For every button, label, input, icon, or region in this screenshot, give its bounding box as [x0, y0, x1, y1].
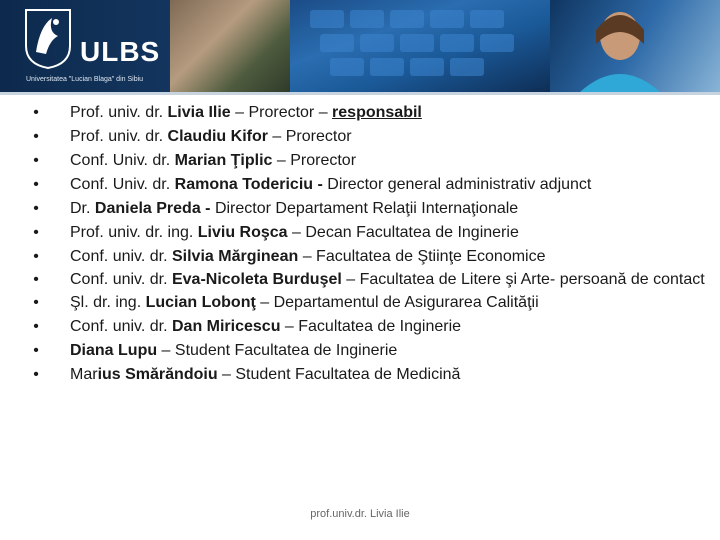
list-item — [30, 271, 710, 288]
person-title: Conf. univ. dr. — [70, 271, 172, 288]
bullet-icon: • — [33, 271, 39, 288]
person-name: Marian Ţiplic — [174, 152, 273, 169]
person-name: Dan Miricescu — [171, 318, 281, 335]
person-role: – Student Facultatea de Inginerie — [157, 342, 398, 359]
person-name: Eva-Nicoleta Burduşel — [171, 271, 342, 288]
person-role: – Prorector – — [230, 104, 333, 121]
list-item — [30, 365, 710, 384]
keyboard-photo — [290, 0, 550, 92]
person-role: – Departamentul de Asigurarea Calităţii — [255, 294, 539, 311]
header-banner — [0, 0, 720, 92]
bullet-icon: • — [33, 176, 39, 193]
person-title: Dr. — [70, 200, 95, 217]
participant-list-section — [30, 103, 710, 389]
footer-author: prof.univ.dr. Livia Ilie — [310, 508, 410, 520]
list-item — [30, 341, 710, 360]
responsible-label: responsabil — [332, 104, 422, 121]
person-title: Conf. Univ. dr. — [70, 176, 175, 193]
list-item — [30, 317, 710, 336]
bullet-icon: • — [33, 152, 39, 169]
ulbs-crest-icon — [22, 6, 74, 70]
person-name: Ramona Todericiu - — [174, 176, 323, 193]
participant-list — [30, 103, 710, 384]
person-title: Şl. dr. ing. — [70, 294, 146, 311]
person-name: Daniela Preda - — [94, 200, 211, 217]
person-title: Conf. univ. dr. — [70, 318, 172, 335]
person-title: Conf. univ. dr. — [70, 248, 172, 265]
logo-subtitle: Universitatea "Lucian Blaga" din Sibiu — [26, 76, 144, 83]
list-item — [30, 127, 710, 146]
person-role: – Prorector — [272, 152, 357, 169]
person-role: Director Departament Relaţii Internaţionale — [210, 200, 519, 217]
bullet-icon: • — [33, 342, 39, 359]
person-name: Silvia Mărginean — [171, 248, 299, 265]
person-role: – Facultatea de Ştiinţe Economice — [298, 248, 546, 265]
person-role: – Student Facultatea de Medicină — [217, 366, 461, 383]
list-item — [30, 247, 710, 266]
person-role: Director general administrativ adjunct — [322, 176, 592, 193]
list-item — [30, 151, 710, 170]
person-role: – Prorector — [267, 128, 352, 145]
person-title: Prof. univ. dr. — [70, 128, 168, 145]
bullet-icon: • — [33, 224, 39, 241]
person-title: Prof. univ. dr. — [70, 104, 168, 121]
logo-text: ULBS — [80, 36, 161, 67]
list-item — [30, 223, 710, 242]
keyboard-keys-graphic — [290, 0, 550, 92]
bullet-icon: • — [33, 294, 39, 311]
person-name: Lucian Lobonţ — [145, 294, 256, 311]
bullet-icon: • — [33, 318, 39, 335]
person-name: ius Smărăndoiu — [97, 366, 218, 383]
person-name: Livia Ilie — [167, 104, 231, 121]
bullet-icon: • — [33, 248, 39, 265]
bullet-icon: • — [33, 200, 39, 217]
list-item — [30, 175, 710, 194]
person-role: – Decan Facultatea de Inginerie — [287, 224, 519, 241]
person-name: Liviu Roşca — [197, 224, 288, 241]
person-role: – Facultatea de Litere şi Arte- persoană de contact — [341, 271, 705, 288]
list-item — [30, 293, 710, 312]
person-name: Claudiu Kifor — [167, 128, 268, 145]
bullet-icon: • — [33, 104, 39, 121]
person-title: Conf. Univ. dr. — [70, 152, 175, 169]
bullet-icon: • — [33, 128, 39, 145]
person-role: – Facultatea de Inginerie — [280, 318, 462, 335]
person-title: Prof. univ. dr. ing. — [70, 224, 198, 241]
list-item — [30, 103, 710, 122]
woman-silhouette — [550, 0, 720, 92]
ulbs-logo[interactable] — [22, 6, 162, 86]
students-photo — [170, 0, 290, 92]
woman-photo — [550, 0, 720, 92]
list-item — [30, 199, 710, 218]
banner-divider — [0, 92, 720, 95]
person-name: Diana Lupu — [70, 342, 158, 359]
bullet-icon: • — [33, 366, 39, 383]
person-title: Mar — [70, 366, 98, 383]
